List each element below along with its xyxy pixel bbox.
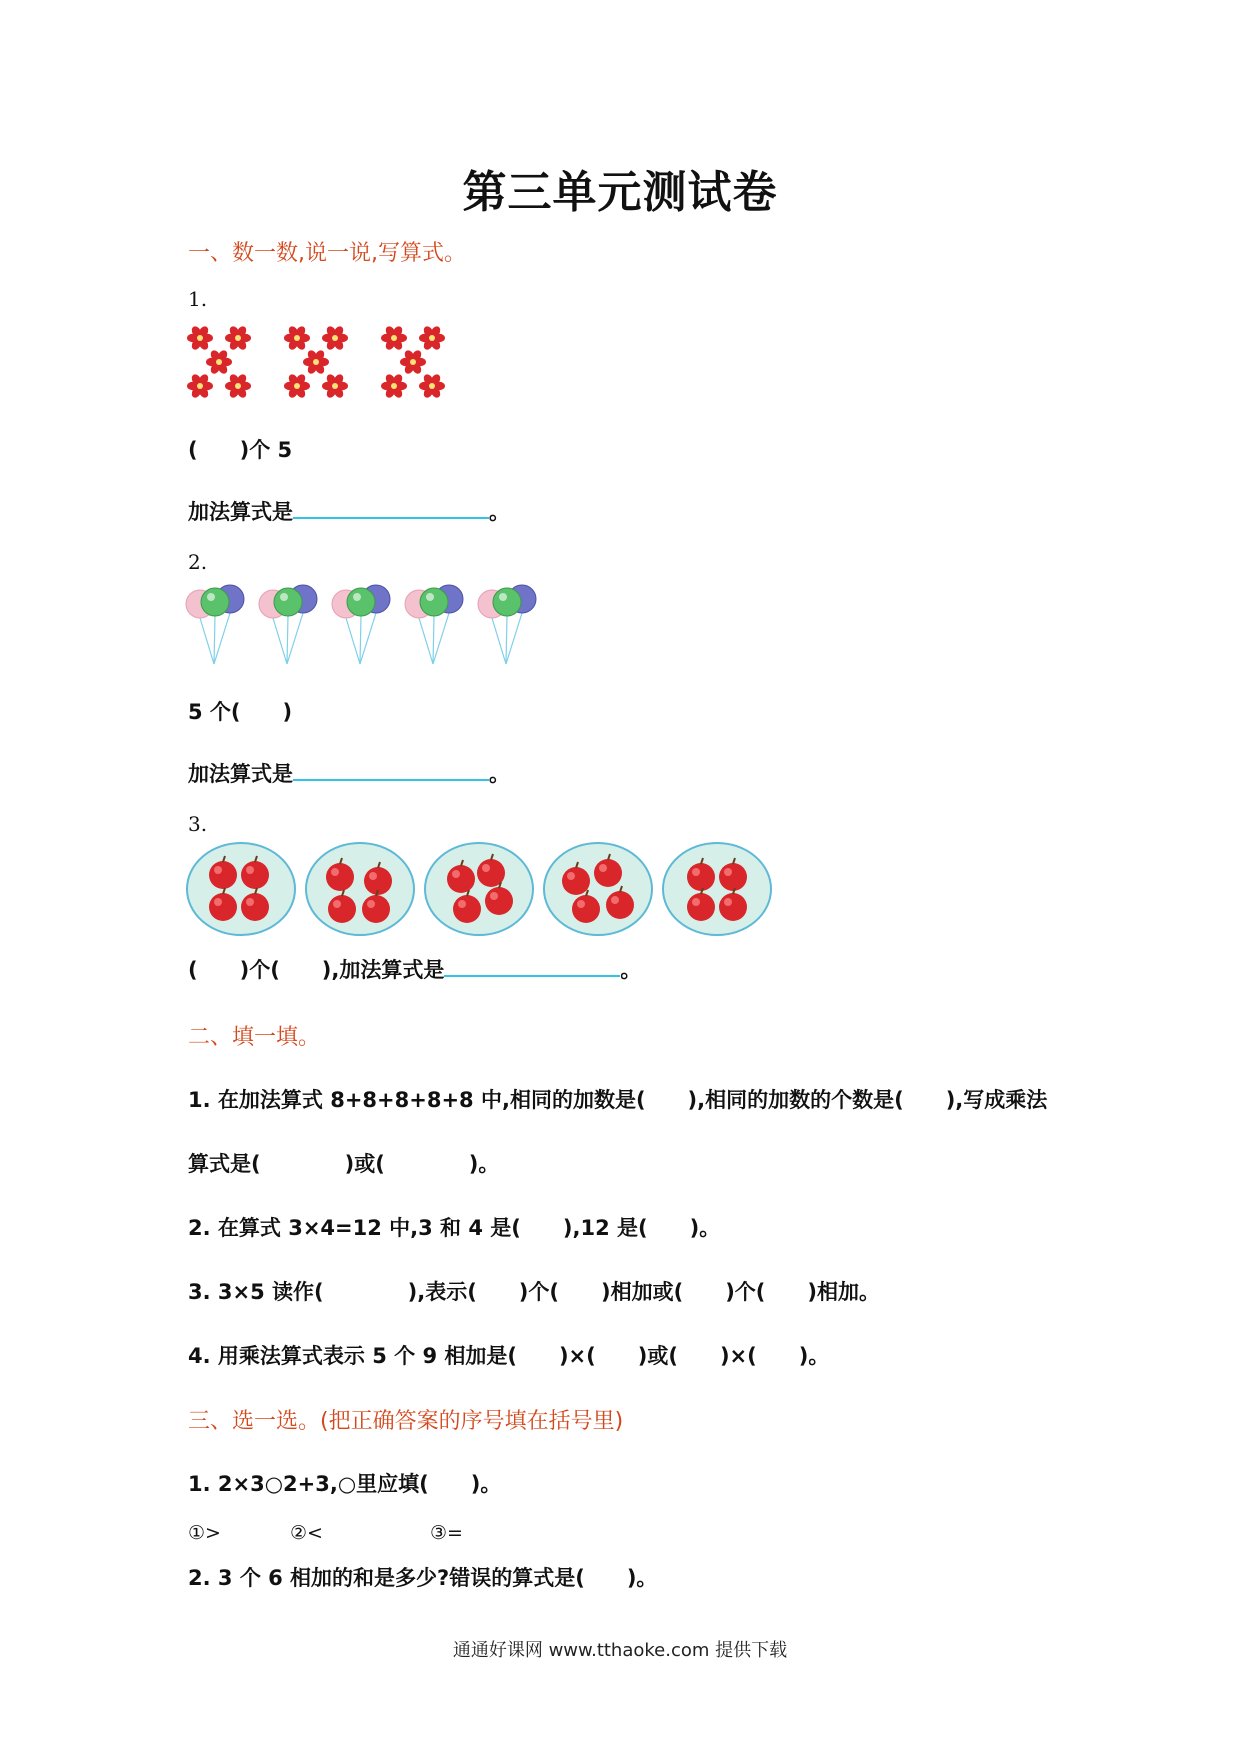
flower-icon bbox=[419, 373, 445, 400]
q3-fill-line bbox=[188, 954, 641, 984]
flower-icon bbox=[225, 325, 251, 352]
q2-answer-blank[interactable] bbox=[293, 759, 489, 781]
q3-fill: ( )个( ),加法算式是 bbox=[188, 958, 445, 982]
flower-groups bbox=[186, 324, 466, 404]
apple-plate-icon bbox=[663, 843, 771, 935]
flower-icon bbox=[400, 349, 426, 376]
q1-end-mark: 。 bbox=[489, 500, 510, 524]
page-title: 第三单元测试卷 bbox=[462, 167, 778, 218]
flower-icon bbox=[322, 373, 348, 400]
flower-icon bbox=[284, 373, 310, 400]
flower-icon bbox=[187, 325, 213, 352]
q1-fill: ( )个 5 bbox=[188, 438, 293, 462]
q2-formula-line bbox=[188, 758, 510, 788]
q2-fill: 5 个( ) bbox=[188, 700, 293, 724]
q3-end-mark: 。 bbox=[620, 958, 642, 982]
s2-q1-line1: 1. 在加法算式 8+8+8+8+8 中,相同的加数是( ),相同的加数的个数是( ),写成乘法 bbox=[188, 1088, 1048, 1112]
flower-icon bbox=[303, 349, 329, 376]
balloon-bunch-icon bbox=[332, 585, 390, 664]
flower-icon bbox=[187, 373, 213, 400]
section-1-heading: 一、数一数,说一说,写算式。 bbox=[188, 241, 466, 266]
s2-q4: 4. 用乘法算式表示 5 个 9 相加是( )×( )或( )×( )。 bbox=[188, 1344, 830, 1368]
flower-icon bbox=[206, 349, 232, 376]
flower-icon bbox=[419, 325, 445, 352]
s3-q1-option-2[interactable]: ②< bbox=[290, 1522, 323, 1544]
balloon-bunch-icon bbox=[259, 585, 317, 664]
flower-icon bbox=[322, 325, 348, 352]
flower-icon bbox=[381, 325, 407, 352]
q2-number: 2. bbox=[188, 550, 208, 574]
s3-q2: 2. 3 个 6 相加的和是多少?错误的算式是( )。 bbox=[188, 1566, 658, 1590]
footer-credit: 通通好课网 www.tthaoke.com 提供下载 bbox=[452, 1640, 788, 1661]
s3-q1: 1. 2×3○2+3,○里应填( )。 bbox=[188, 1472, 502, 1496]
q1-answer-blank[interactable] bbox=[293, 497, 489, 519]
flower-icon bbox=[284, 325, 310, 352]
q3-number: 3. bbox=[188, 812, 208, 836]
q2-formula-label: 加法算式是 bbox=[188, 762, 293, 786]
section-3-heading: 三、选一选。(把正确答案的序号填在括号里) bbox=[188, 1409, 624, 1434]
apple-plate-icon bbox=[187, 843, 295, 935]
balloon-bunch-icon bbox=[186, 585, 244, 664]
apple-plates bbox=[186, 840, 776, 938]
q3-answer-blank[interactable] bbox=[444, 955, 620, 977]
s2-q1-line2: 算式是( )或( )。 bbox=[188, 1152, 500, 1176]
s3-q1-option-1[interactable]: ①> bbox=[188, 1522, 221, 1544]
s2-q3: 3. 3×5 读作( ),表示( )个( )相加或( )个( )相加。 bbox=[188, 1280, 880, 1304]
balloon-bunch-icon bbox=[405, 585, 463, 664]
q2-end-mark: 。 bbox=[489, 762, 510, 786]
balloon-bunches bbox=[186, 584, 546, 668]
s3-q1-option-3[interactable]: ③= bbox=[430, 1522, 463, 1544]
apple-plate-icon bbox=[306, 843, 414, 935]
q1-formula-label: 加法算式是 bbox=[188, 500, 293, 524]
q1-number: 1. bbox=[188, 287, 208, 311]
section-2-heading: 二、填一填。 bbox=[188, 1025, 321, 1050]
q1-formula-line bbox=[188, 496, 510, 526]
flower-icon bbox=[381, 373, 407, 400]
apple-plate-icon bbox=[425, 843, 533, 935]
apple-plate-icon bbox=[544, 843, 652, 935]
s2-q2: 2. 在算式 3×4=12 中,3 和 4 是( ),12 是( )。 bbox=[188, 1216, 721, 1240]
balloon-bunch-icon bbox=[478, 585, 536, 664]
flower-icon bbox=[225, 373, 251, 400]
